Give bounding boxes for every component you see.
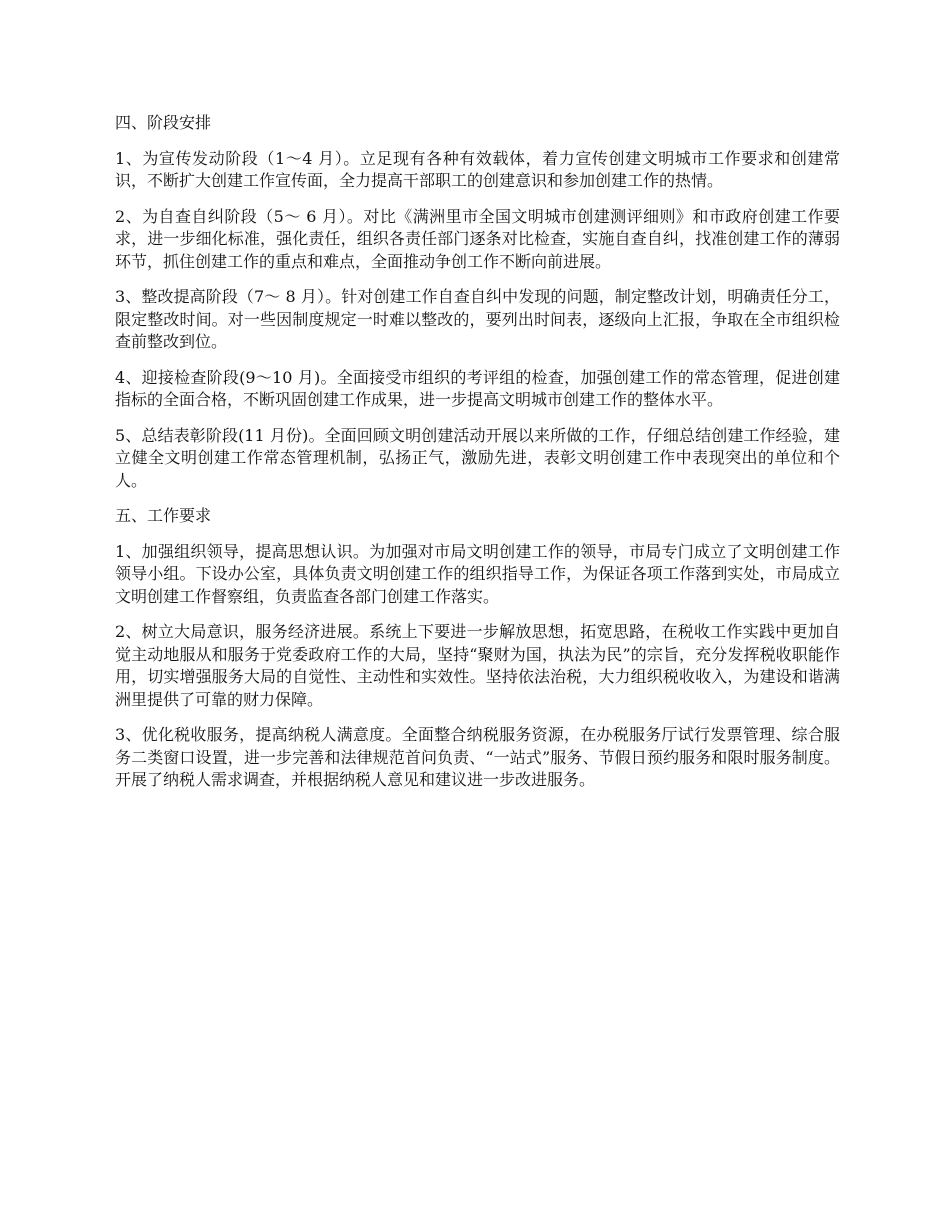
paragraph-requirement-1: 1、加强组织领导，提高思想认识。为加强对市局文明创建工作的领导，市局专门成立了文明创建工作领导小组。下设办公室，具体负责文明创建工作的组织指导工作，为保证各项工作落到实处，市局成立文明创建工作督察组，负责监查各部门创建工作落实。: [115, 541, 840, 606]
paragraph-requirement-3: 3、优化税收服务，提高纳税人满意度。全面整合纳税服务资源，在办税服务厅试行发票管理、综合服务二类窗口设置，进一步完善和法律规范首问负责、“一站式”服务、节假日预约服务和限时服务制度。开展了纳税人需求调查，并根据纳税人意见和建议进一步改进服务。: [115, 725, 840, 789]
document-page: [115, 112, 840, 805]
paragraph-requirement-2: 2、树立大局意识，服务经济进展。系统上下要进一步解放思想，拓宽思路，在税收工作实践中更加自觉主动地服从和服务于党委政府工作的大局，坚持“聚财为国，执法为民”的宗旨，充分发挥税收职能作用，切实增强服务大局的自觉性、主动性和实效性。坚持依法治税，大力组织税收收入，为建设和谐满洲里提供了可靠的财力保障。: [115, 622, 840, 709]
paragraph-stage-2: 2、为自查自纠阶段（5～ 6 月）。对比《满洲里市全国文明城市创建测评细则》和市政府创建工作要求，进一步细化标准，强化责任，组织各责任部门逐条对比检查，实施自查自纠，找准创建工作的薄弱环节，抓住创建工作的重点和难点，全面推动争创工作不断向前进展。: [115, 206, 840, 271]
paragraph-stage-4: 4、迎接检查阶段(9～10 月)。全面接受市组织的考评组的检查，加强创建工作的常态管理，促进创建指标的全面合格，不断巩固创建工作成果，进一步提高文明城市创建工作的整体水平。: [115, 367, 840, 409]
section-heading-stage-arrangement: 四、阶段安排: [115, 113, 212, 132]
paragraph-stage-5: 5、总结表彰阶段(11 月份)。全面回顾文明创建活动开展以来所做的工作，仔细总结创建工作经验，建立健全文明创建工作常态管理机制，弘扬正气，激励先进，表彰文明创建工作中表现突出的单位和个人。: [115, 425, 840, 490]
paragraph-stage-1: 1、为宣传发动阶段（1～4 月）。立足现有各种有效载体，着力宣传创建文明城市工作要求和创建常识，不断扩大创建工作宣传面，全力提高干部职工的创建意识和参加创建工作的热情。: [115, 148, 840, 190]
section-heading-work-requirements: 五、工作要求: [115, 506, 212, 525]
paragraph-stage-3: 3、整改提高阶段（7～ 8 月）。针对创建工作自查自纠中发现的问题，制定整改计划，明确责任分工，限定整改时间。对一些因制度规定一时难以整改的，要列出时间表，逐级向上汇报，争取在全市组织检查前整改到位。: [115, 287, 840, 351]
